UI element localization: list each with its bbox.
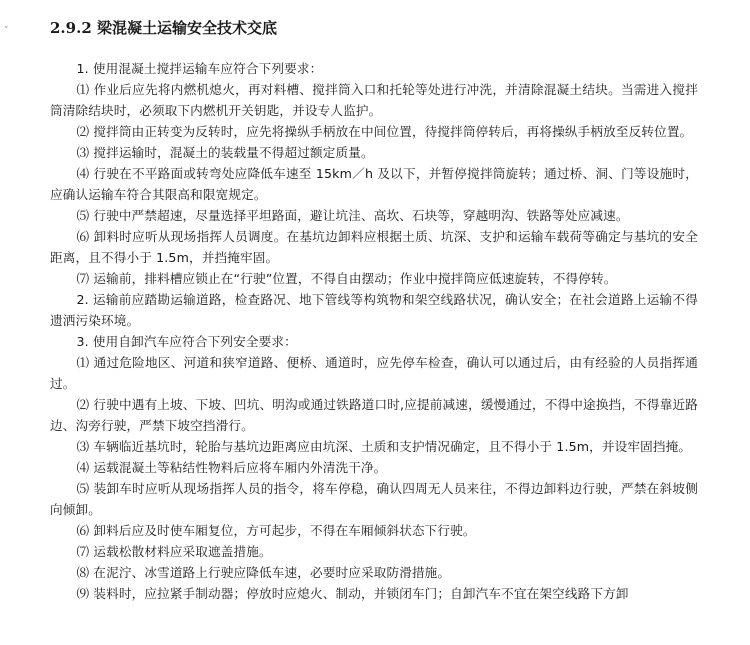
paragraph: ⑶ 搅拌运输时，混凝土的装载量不得超过额定质量。 — [76, 145, 374, 160]
paragraph: ⑴ 通过危险地区、河道和狭窄道路、便桥、通道时，应先停车检查，确认可以通过后，由有经验的人员指挥通过。 — [50, 355, 698, 391]
paragraph: ⑵ 搅拌筒由正转变为反转时，应先将操纵手柄放在中间位置，待搅拌筒停转后，再将操纵手柄放至反转位置。 — [76, 124, 693, 139]
paragraph: ⑸ 装卸车时应听从现场指挥人员的指令，将车停稳，确认四周无人员来往，不得边卸料边行驶，严禁在斜坡侧向倾卸。 — [50, 481, 698, 517]
paragraph: ⑺ 运载松散材料应采取遮盖措施。 — [76, 544, 272, 559]
paragraph: ⑹ 卸料时应听从现场指挥人员调度。在基坑边卸料应根据土质、坑深、支护和运输车载荷等确定与基坑的安全距离，且不得小于 1.5m，并挡掩牢固。 — [50, 229, 698, 265]
paragraph: ⑺ 运输前，排料槽应锁止在“行驶”位置，不得自由摆动；作业中搅拌筒应低速旋转，不得停转。 — [76, 271, 617, 286]
document-body — [50, 18, 698, 604]
paragraph: ⑻ 在泥泞、冰雪道路上行驶应降低车速，必要时应采取防滑措施。 — [76, 565, 451, 580]
margin-marker-icon: ˅ — [4, 26, 9, 36]
paragraph: 1. 使用混凝土搅拌运输车应符合下列要求： — [76, 61, 323, 76]
paragraph: ⑷ 运载混凝土等粘结性物料后应将车厢内外清洗干净。 — [76, 460, 387, 475]
paragraph: 2. 运输前应踏勘运输道路，检查路况、地下管线等构筑物和架空线路状况，确认安全；在社会道路上运输不得遗洒污染环境。 — [50, 292, 698, 328]
paragraph: ⑼ 装料时，应拉紧手制动器；停放时应熄火、制动，并锁闭车门；自卸汽车不宜在架空线路下方卸 — [76, 586, 629, 601]
paragraph: ⑹ 卸料后应及时使车厢复位，方可起步，不得在车厢倾斜状态下行驶。 — [76, 523, 476, 538]
paragraph: 3. 使用自卸汽车应符合下列安全要求： — [76, 334, 297, 349]
paragraph: ⑸ 行驶中严禁超速，尽量选择平坦路面，避让坑洼、高坎、石块等，穿越明沟、铁路等处应减速。 — [76, 208, 629, 223]
paragraph: ⑴ 作业后应先将内燃机熄火，再对料槽、搅拌筒入口和托轮等处进行冲洗，并清除混凝土结块。当需进入搅拌筒清除结块时，必须取下内燃机开关钥匙，并设专人监护。 — [50, 82, 698, 118]
paragraph: ⑶ 车辆临近基坑时，轮胎与基坑边距离应由坑深、土质和支护情况确定，且不得小于 1.5m，并设牢固挡掩。 — [76, 439, 692, 454]
paragraph: ⑷ 行驶在不平路面或转弯处应降低车速至 15km／h 及以下，并暂停搅拌筒旋转；通过桥、洞、门等设施时，应确认运输车符合其限高和限宽规定。 — [50, 166, 698, 202]
paragraph: ⑵ 行驶中遇有上坡、下坡、凹坑、明沟或通过铁路道口时,应提前减速，缓慢通过，不得中途换挡，不得靠近路边、沟旁行驶，严禁下坡空挡滑行。 — [50, 397, 698, 433]
section-heading: 2.9.2 梁混凝土运输安全技术交底 — [50, 19, 277, 37]
